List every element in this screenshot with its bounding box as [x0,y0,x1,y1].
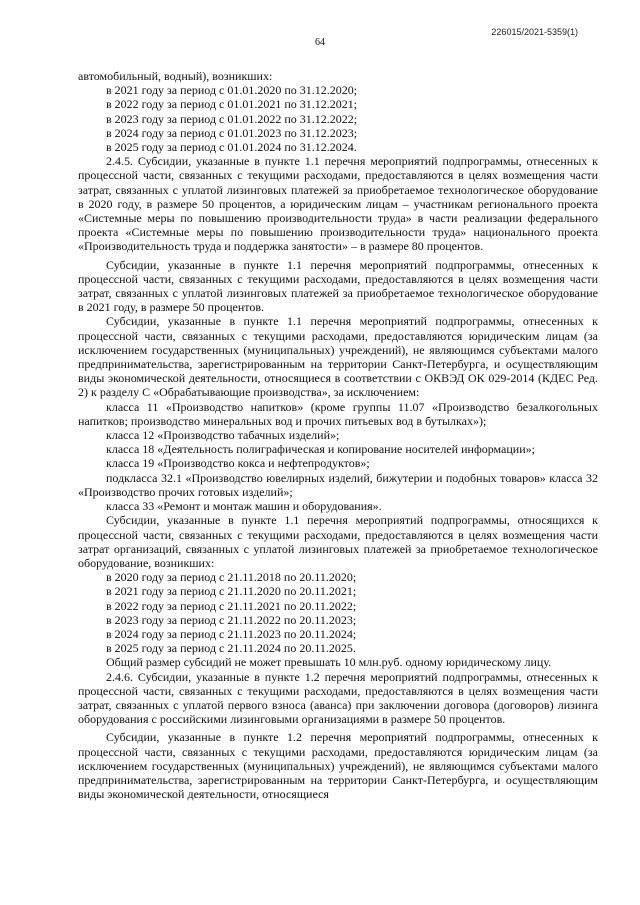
paragraph: Субсидии, указанные в пункте 1.1 перечня мероприятий подпрограммы, относящихся к процессной части, связанных с текущими расходами, предоставляются в целях возмещения части затрат организаций, связанных с уплатой лизинговых платежей за приобретаемое технологическое оборудование, возникших: [78,513,598,570]
period-list-item: в 2021 году за период с 01.01.2020 по 31.12.2020; [106,83,358,98]
period-list-item: в 2021 году за период с 21.11.2020 по 20.11.2021; [106,584,357,599]
paragraph: класса 33 «Ремонт и монтаж машин и оборудования». [106,499,382,514]
paragraph: Общий размер субсидий не может превышать 10 млн.руб. одному юридическому лицу. [106,655,552,670]
paragraph: класса 18 «Деятельность полиграфическая и копирование носителей информации»; [106,442,535,457]
page-number: 64 [315,37,325,48]
paragraph: 2.4.5. Субсидии, указанные в пункте 1.1 перечня мероприятий подпрограммы, отнесенных к процессной части, связанных с текущими расходами, предоставляются в целях возмещения части затрат, связанных с уплатой лизинговых платежей за приобретаемое технологическое оборудование в 2020 году, в размере 50 процентов, а юридическим лицам – участникам регионального проекта «Системные меры по повышению производительности труда» в части реализации федерального проекта «Системные меры по повышению производительности труда» национального проекта «Производительность труда и поддержка занятости» – в размере 80 процентов. [78,154,598,254]
period-list-item: в 2025 году за период с 21.11.2024 по 20.11.2025. [106,641,356,656]
paragraph: Субсидии, указанные в пункте 1.1 перечня мероприятий подпрограммы, отнесенных к процессной части, связанных с текущими расходами, предоставляются юридическим лицам (за исключением государственных (муниципальных) учреждений), не являющимся субъектами малого предпринимательства, зарегистрированным на территории Санкт-Петербурга, и осуществляющим виды экономической деятельности, относящиеся в соответствии с ОКВЭД ОК 029-2014 (КДЕС Ред. 2) к разделу С «Обрабатывающие производства», за исключением: [78,314,598,400]
paragraph: 2.4.6. Субсидии, указанные в пункте 1.2 перечня мероприятий подпрограммы, отнесенных к процессной части, связанных с текущими расходами, предоставляются в целях возмещения части затрат, связанных с уплатой первого взноса (аванса) при заключении договора (договоров) лизинга оборудования с российскими лизинговыми организациями в размере 50 процентов. [78,669,598,727]
period-list-item: в 2024 году за период с 01.01.2023 по 31.12.2023; [106,125,358,140]
paragraph: Субсидии, указанные в пункте 1.2 перечня мероприятий подпрограммы, отнесенных к процессной части, связанных с текущими расходами, предоставляются юридическим лицам (за исключением государственных (муниципальных) учреждений), не являющимся субъектами малого предпринимательства, зарегистрированным на территории Санкт-Петербурга, и осуществляющим виды экономической деятельности, относящиеся [78,730,598,802]
paragraph: подкласса 32.1 «Производство ювелирных изделий, бижутерии и подобных товаров» класса 32 «Производство прочих готовых изделий»; [78,470,598,499]
period-list-item: в 2023 году за период с 21.11.2022 по 20.11.2023; [106,612,357,627]
document-body [78,69,598,801]
period-list-item: в 2020 году за период с 21.11.2018 по 20.11.2020; [106,570,357,585]
paragraph: класса 19 «Производство кокса и нефтепродуктов»; [106,456,370,471]
period-list-item: в 2024 году за период с 21.11.2023 по 20.11.2024; [106,626,357,641]
period-list-item: в 2023 году за период с 01.01.2022 по 31.12.2022; [106,111,358,126]
paragraph: класса 12 «Производство табачных изделий»; [106,428,340,443]
paragraph: класса 11 «Производство напитков» (кроме группы 11.07 «Производство безалкогольных напитков; производство минеральных вод и прочих питьевых вод в бутылках»); [78,399,598,428]
period-list-item: в 2022 году за период с 01.01.2021 по 31.12.2021; [106,97,358,112]
paragraph: автомобильный, водный), возникших: [78,69,273,83]
period-list-item: в 2022 году за период с 21.11.2021 по 20.11.2022; [106,598,357,613]
document-registration-number: 226015/2021-5359(1) [491,27,578,37]
period-list-item: в 2025 году за период с 01.01.2024 по 31.12.2024. [106,140,357,155]
paragraph: Субсидии, указанные в пункте 1.1 перечня мероприятий подпрограммы, отнесенных к процессной части, связанных с текущими расходами, предоставляются в целях возмещения части затрат, связанных с уплатой лизинговых платежей за приобретаемое технологическое оборудование в 2021 году, в размере 50 процентов. [78,257,598,315]
